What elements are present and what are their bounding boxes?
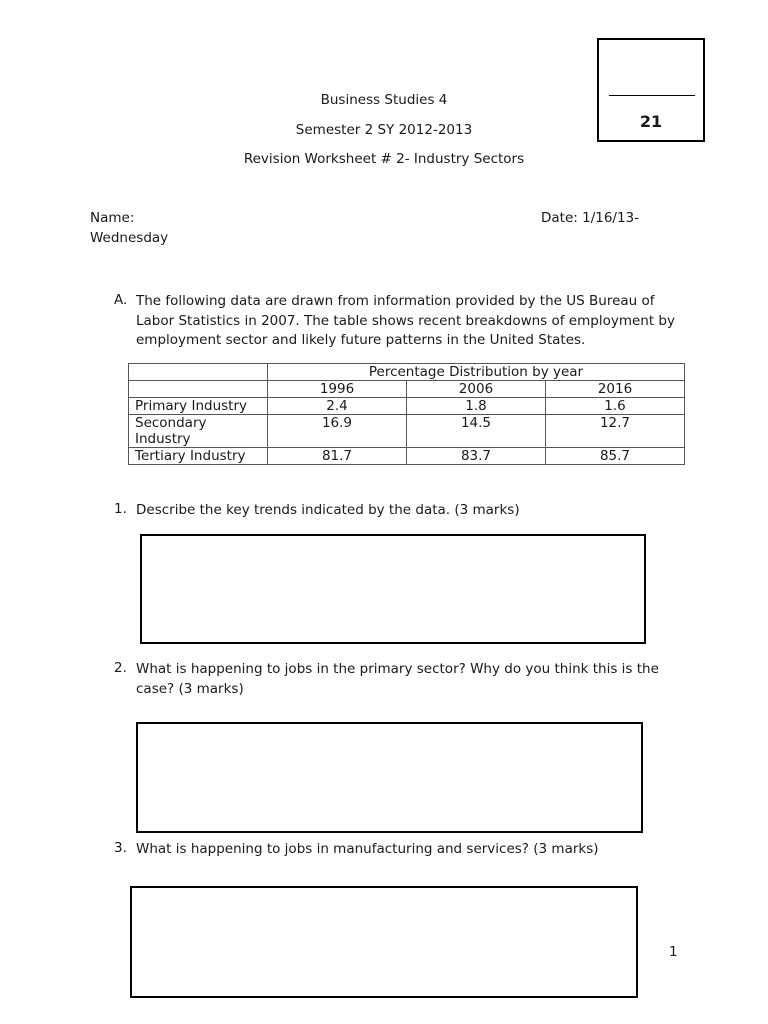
- table-corner-cell: [129, 381, 268, 398]
- table-row: [129, 415, 685, 448]
- question-text: What is happening to jobs in the primary sector? Why do you think this is the case? (3 marks): [136, 661, 659, 697]
- table-cell: 1.6: [545, 398, 684, 415]
- course-title: Business Studies 4: [320, 92, 448, 108]
- date-label: Date: 1/16/13-: [541, 210, 640, 226]
- semester-line: Semester 2 SY 2012-2013: [295, 122, 473, 138]
- answer-box-1[interactable]: [140, 534, 646, 644]
- question-number: 2.: [114, 660, 127, 676]
- row-label: Secondary Industry: [129, 415, 268, 448]
- answer-box-3[interactable]: [130, 886, 638, 998]
- table-row: [129, 448, 685, 465]
- name-label: Name:: [90, 210, 135, 226]
- year-header: 2006: [406, 381, 545, 398]
- table-row: [129, 398, 685, 415]
- year-header: 2016: [545, 381, 684, 398]
- answer-box-2[interactable]: [136, 722, 643, 833]
- row-label: Primary Industry: [129, 398, 268, 415]
- question-number: 3.: [114, 840, 127, 856]
- table-cell: 12.7: [545, 415, 684, 448]
- row-label: Tertiary Industry: [129, 448, 268, 465]
- table-header-row: [129, 364, 685, 381]
- table-group-header: Percentage Distribution by year: [268, 364, 685, 381]
- table-cell: 1.8: [406, 398, 545, 415]
- table-corner-cell: [129, 364, 268, 381]
- year-header: 1996: [268, 381, 407, 398]
- question-number: 1.: [114, 501, 127, 517]
- page-number: 1: [669, 944, 678, 960]
- date-day: Wednesday: [90, 230, 169, 246]
- score-denominator: 21: [639, 112, 663, 131]
- employment-table: [128, 363, 685, 465]
- section-a-marker: A.: [114, 292, 128, 308]
- table-cell: 83.7: [406, 448, 545, 465]
- table-cell: 81.7: [268, 448, 407, 465]
- question-text: What is happening to jobs in manufacturing and services? (3 marks): [136, 841, 599, 857]
- table-cell: 85.7: [545, 448, 684, 465]
- table-years-row: [129, 381, 685, 398]
- question-text: Describe the key trends indicated by the data. (3 marks): [136, 502, 520, 518]
- section-a-text: The following data are drawn from information provided by the US Bureau of Labor Statistics in 2007. The table shows recent breakdowns of employment by employment sector and likely future patterns in the United States.: [136, 293, 675, 348]
- table-cell: 16.9: [268, 415, 407, 448]
- table-cell: 2.4: [268, 398, 407, 415]
- worksheet-title: Revision Worksheet # 2- Industry Sectors: [243, 151, 525, 167]
- table-cell: 14.5: [406, 415, 545, 448]
